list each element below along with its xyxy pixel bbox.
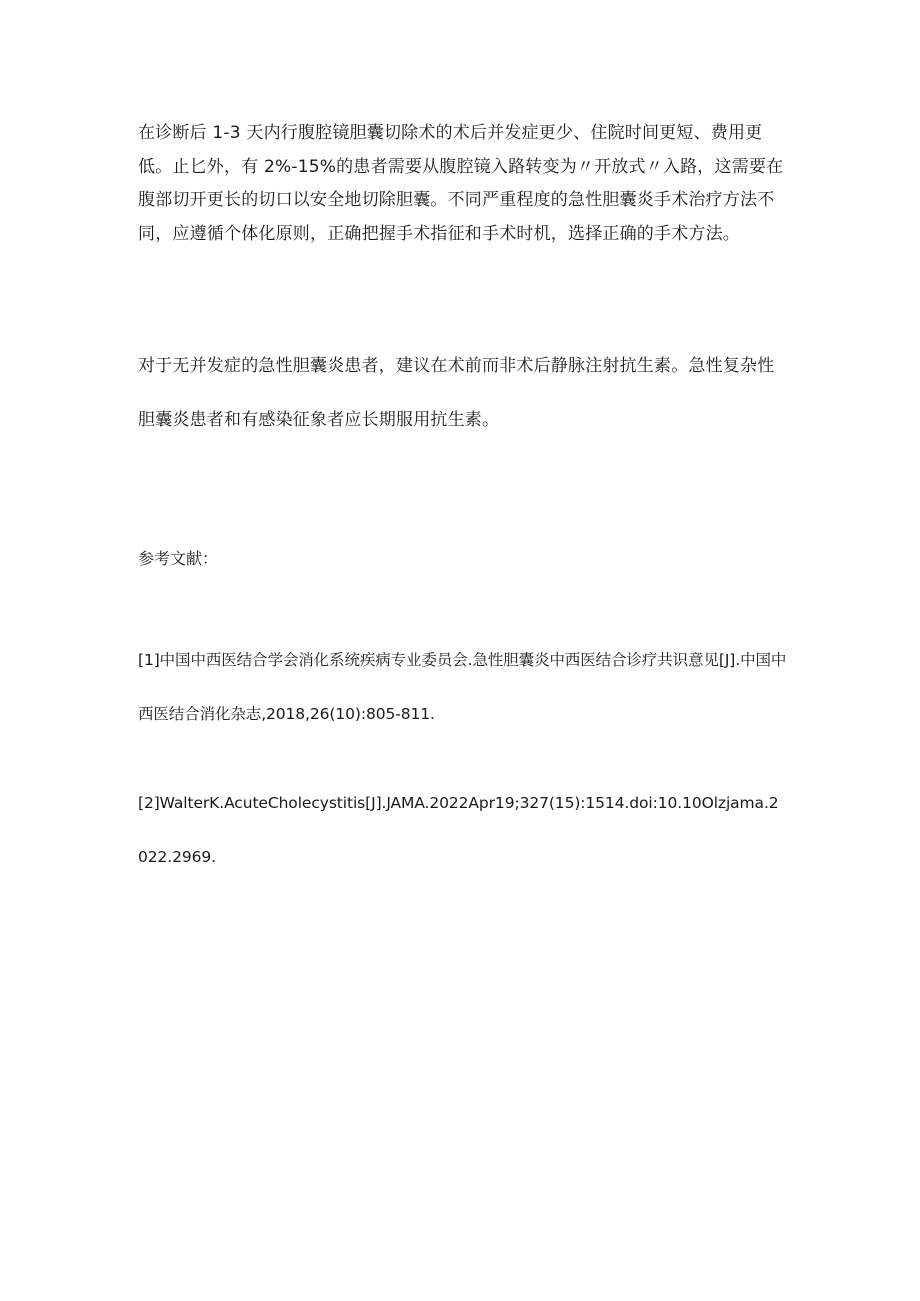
body-paragraph-antibiotics: 对于无并发症的急性胆囊炎患者，建议在术前而非术后静脉注射抗生素。急性复杂性胆囊炎患者和有感染征象者应长期服用抗生素。 [138,356,775,430]
reference-item-2: [2]WalterK.AcuteCholecystitis[J].JAMA.2022Apr19;327(15):1514.doi:10.10Olzjama.2022.2969. [138,794,779,866]
body-paragraph-surgery: 在诊断后 1-3 天内行腹腔镜胆囊切除术的术后并发症更少、住院时间更短、费用更低。止匕外，有 2%-15%的患者需要从腹腔镜入路转变为〃开放式〃入路，这需要在腹部切开更长的切口以安全地切除胆囊。不同严重程度的急性胆囊炎手术治疗方法不同，应遵循个体化原则，正确把握手术指征和手术时机，选择正确的手术方法。 [138,123,784,244]
reference-item-1: [1]中国中西医结合学会消化系统疾病专业委员会.急性胆囊炎中西医结合诊疗共识意见[J].中国中西医结合消化杂志,2018,26(10):805-811. [138,651,787,723]
references-heading: 参考文献： [138,549,219,568]
